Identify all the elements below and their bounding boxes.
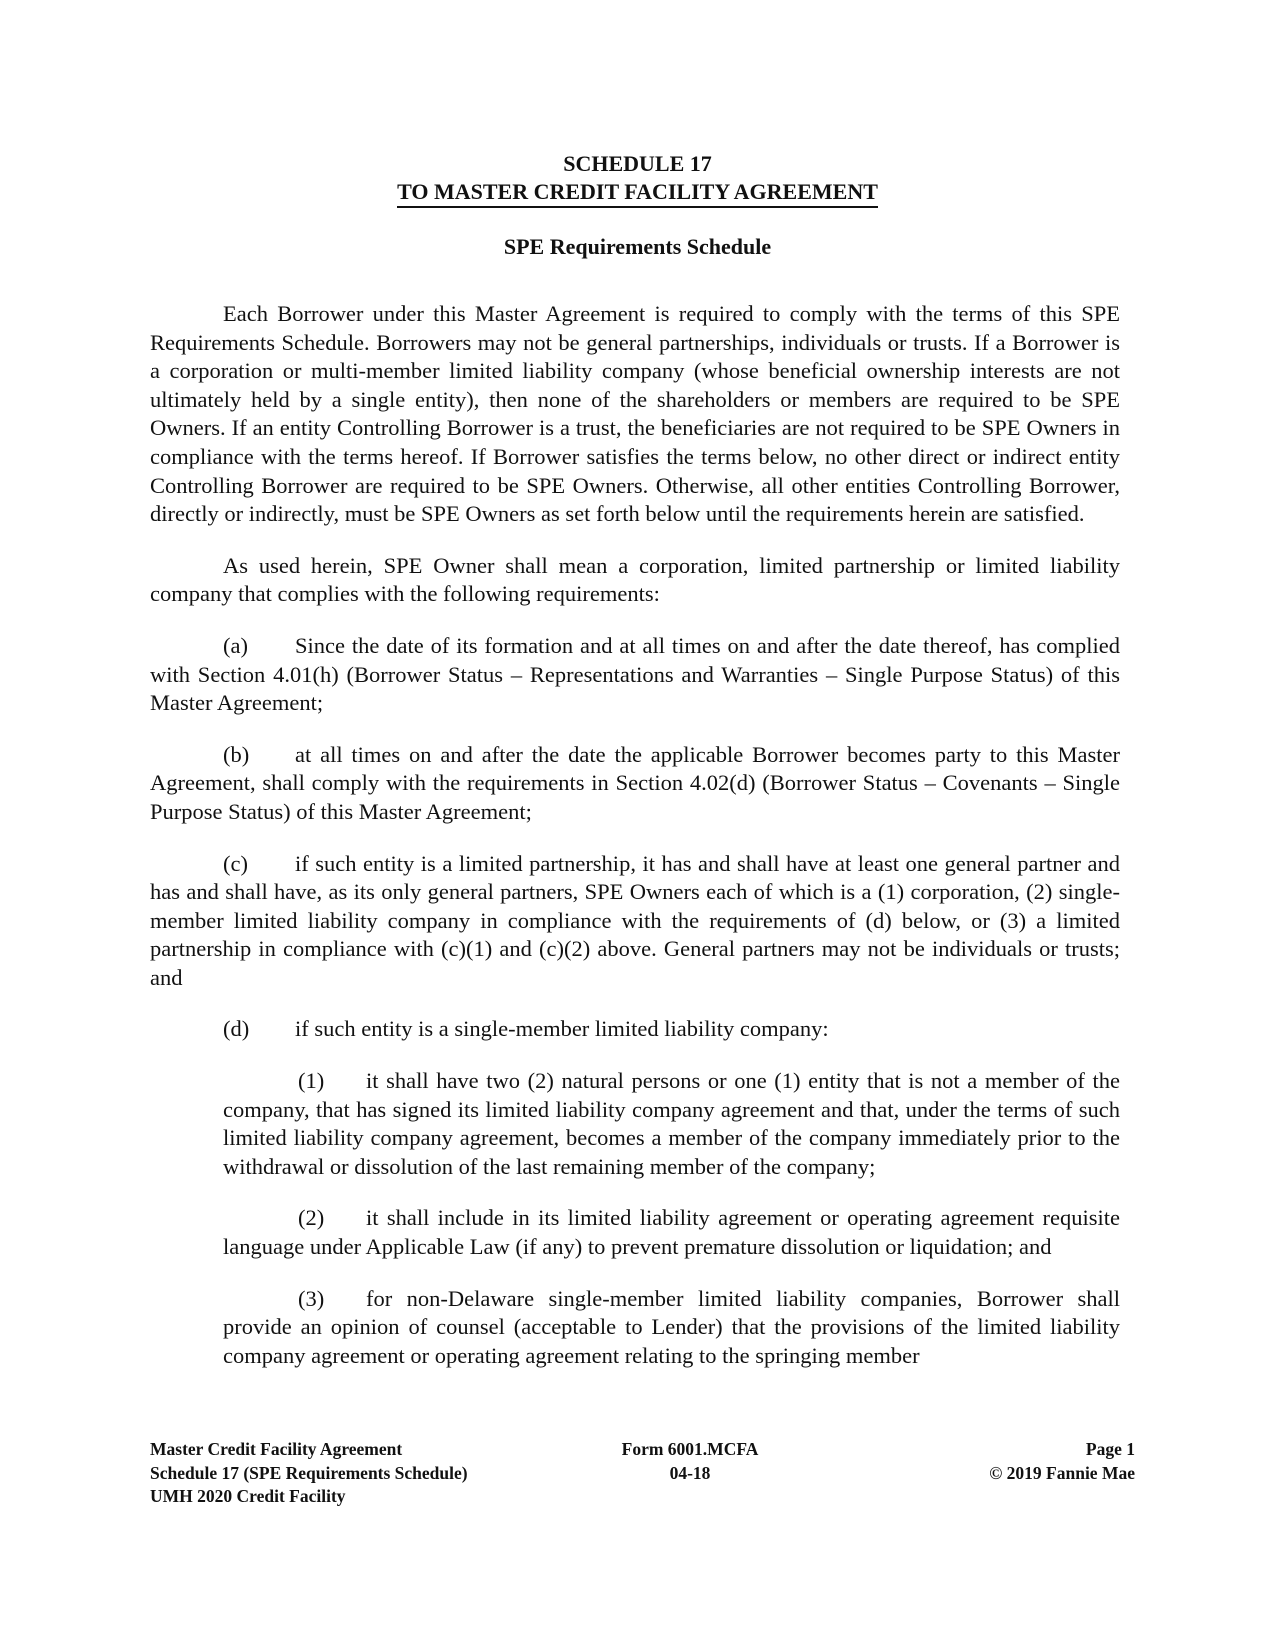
schedule-heading (0, 150, 1275, 208)
subitem-text: for non-Delaware single-member limited liability companies, Borrower shall provide an opinion of counsel (acceptable to Lender) that the provisions of the limited liability company agreement or operating agreement relating to the springing member (223, 1285, 1120, 1368)
requirement-item (150, 632, 1120, 718)
footer-page-number: Page 1 (1085, 1439, 1135, 1459)
requirement-item (223, 1015, 1120, 1044)
footer-copyright: © 2019 Fannie Mae (989, 1462, 1135, 1483)
requirement-item (150, 741, 1120, 827)
item-label: (c) (223, 850, 248, 876)
item-text: Since the date of its formation and at all times on and after the date thereof, has complied with Section 4.01(h) (Borrower Status – Representations and Warranties – Single Purpose Status) of this Master Agreement; (150, 632, 1120, 716)
requirement-item (150, 850, 1120, 993)
subitem-text: it shall include in its limited liability agreement or operating agreement requisite language under Applicable Law (if any) to prevent premature dissolution or liquidation; and (223, 1205, 1120, 1260)
definition-paragraph: As used herein, SPE Owner shall mean a corporation, limited partnership or limited liability company that complies with the following requirements: (150, 552, 1120, 607)
item-label: (d) (223, 1016, 250, 1042)
footer-agreement-name: Master Credit Facility Agreement (150, 1439, 403, 1459)
schedule-title: SCHEDULE 17 (563, 151, 712, 176)
subitem-label: (1) (298, 1068, 325, 1094)
footer-form-date: 04-18 (669, 1462, 711, 1483)
item-label: (b) (223, 741, 250, 767)
schedule-subtitle: SPE Requirements Schedule (503, 234, 772, 259)
item-text: at all times on and after the date the applicable Borrower becomes party to this Master Agreement, shall comply with the requirements in Section 4.02(d) (Borrower Status – Covenants – Single Purpose Status) of this Master Agreement; (150, 741, 1120, 824)
footer-schedule-name: Schedule 17 (SPE Requirements Schedule) (150, 1462, 468, 1483)
footer-right (989, 1438, 1135, 1485)
item-label: (a) (223, 632, 248, 658)
document-body (150, 300, 1120, 1393)
subitem-label: (2) (298, 1205, 325, 1231)
subitem-label: (3) (298, 1285, 325, 1311)
sub-requirement-item (223, 1204, 1120, 1261)
sub-requirement-item (223, 1285, 1120, 1371)
subitem-text: it shall have two (2) natural persons or one (1) entity that is not a member of the company, that has signed its limited liability company agreement and that, under the terms of such limited liability company agreement, becomes a member of the company immediately prior to the withdrawal or dissolution of the last remaining member of the company; (223, 1068, 1120, 1179)
footer-center (605, 1438, 775, 1485)
footer-form-number: Form 6001.MCFA (621, 1439, 759, 1459)
agreement-title: TO MASTER CREDIT FACILITY AGREEMENT (397, 178, 878, 208)
footer-facility-name: UMH 2020 Credit Facility (150, 1486, 346, 1506)
item-text: if such entity is a single-member limited liability company: (295, 1016, 829, 1042)
footer-left (150, 1438, 468, 1509)
intro-paragraph: Each Borrower under this Master Agreement is required to comply with the terms of this SPE Requirements Schedule. Borrowers may not be general partnerships, individuals or trusts. If a Borrower is a corporation or multi-member limited liability company (whose beneficial ownership interests are not ultimately held by a single entity), then none of the shareholders or members are required to be SPE Owners. If an entity Controlling Borrower is a trust, the beneficiaries are not required to be SPE Owners in compliance with the terms hereof. If Borrower satisfies the terms below, no other direct or indirect entity Controlling Borrower are required to be SPE Owners. Otherwise, all other entities Controlling Borrower, directly or indirectly, must be SPE Owners as set forth below until the requirements herein are satisfied. (150, 301, 1120, 527)
item-text: if such entity is a limited partnership, it has and shall have at least one general partner and has and shall have, as its only general partners, SPE Owners each of which is a (1) corporation, (2) single-member limited liability company in compliance with the requirements of (d) below, or (3) a limited partnership in compliance with (c)(1) and (c)(2) above. General partners may not be individuals or trusts; and (150, 850, 1120, 990)
sub-requirement-item (223, 1067, 1120, 1181)
